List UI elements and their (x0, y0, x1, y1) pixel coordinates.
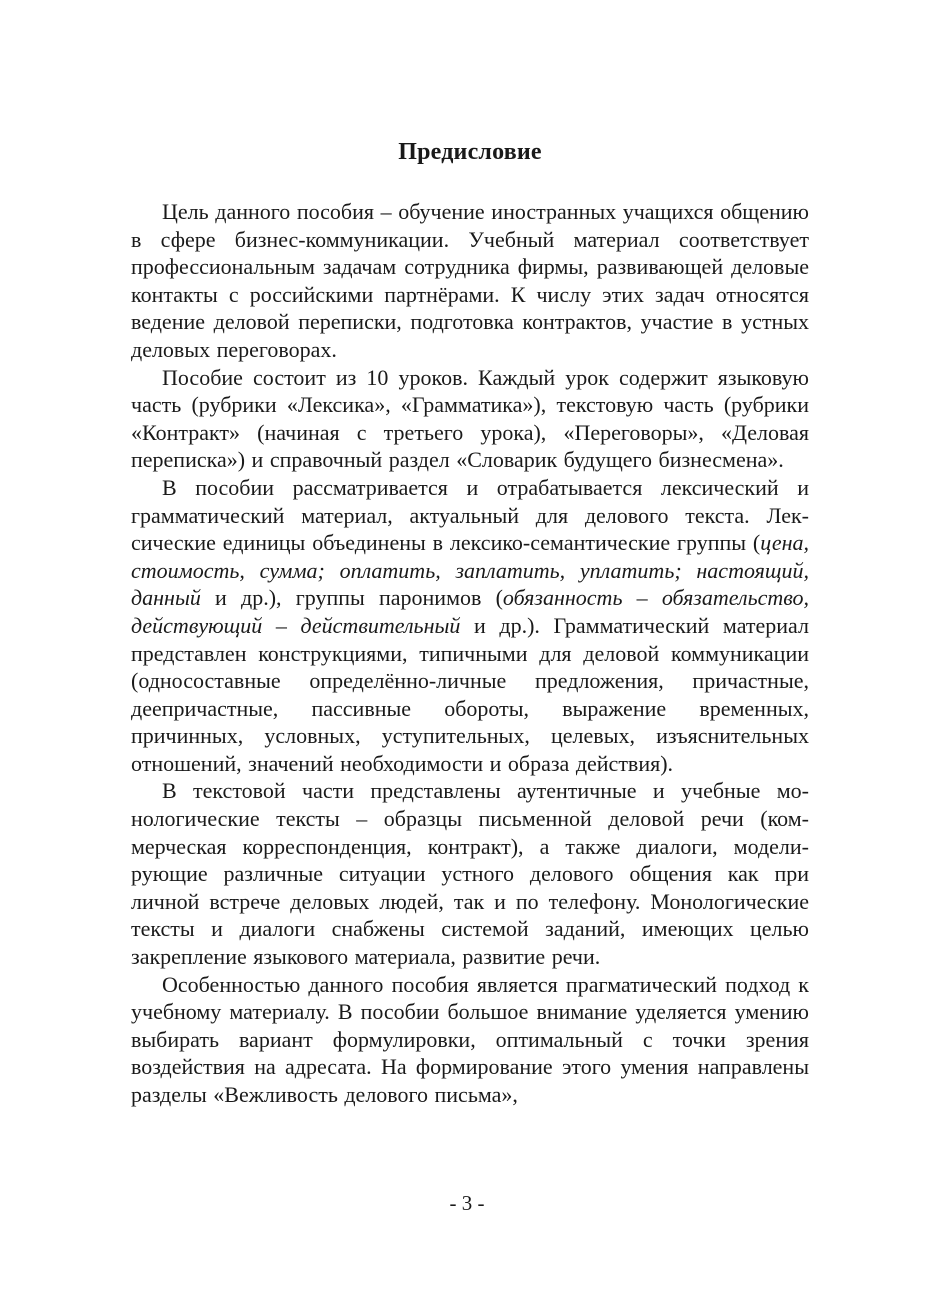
text-run: и др.). Грамматический материал представлен конструкциями, типичными для деловой коммуникации (односоставные определённо-личные предложения, причастные, деепричастные, пассивные обороты, выражение временных, причинных, условных, уступительных, целевых, изъяснительных отношений, значений необходимости и образа действия). (131, 612, 809, 776)
paragraph (131, 198, 809, 364)
text-run: Цель данного пособия – обучение иностранных учащихся общению в сфере бизнес-коммуникации. Учебный материал соответствует профессиональным задачам сотрудника фирмы, развивающей деловые контакты с российскими партнёрами. К числу этих задач относятся ведение деловой переписки, подготовка контрактов, участие в устных деловых переговорах. (131, 199, 809, 362)
page-number: - 3 - (449, 1191, 485, 1215)
page-title: Предисловие (398, 139, 542, 165)
paragraph (131, 971, 809, 1109)
text-run: В текстовой части представлены аутентичные и учебные монологические тексты – образцы письменной деловой речи (коммерческая корреспонденция, контракт), а также диалоги, моделирующие различные ситуации устного делового общения как при личной встрече деловых людей, так и по телефону. Монологические тексты и диалоги снабжены системой заданий, имеющих целью закрепление языкового материала, развитие речи. (131, 778, 809, 970)
text-run: Особенностью данного пособия является прагматический подход к учебному материалу. В пособии большое внимание уделяется умению выбирать вариант формулировки, оптимальный с точки зрения воздействия на адресата. На формирование этого умения направлены разделы «Вежливость делового письма», (131, 971, 809, 1107)
italic-text-run: цена, стоимость, сумма; оплатить, заплатить, уплатить; настоящий, данный (131, 530, 809, 611)
paragraph (131, 364, 809, 474)
paragraphs (131, 198, 809, 1109)
paragraph (131, 777, 809, 970)
italic-text-run: обязанность – обязательство, действующий – действительный (131, 585, 810, 638)
text-block (131, 138, 809, 1109)
paragraph (131, 474, 809, 778)
text-run: В пособии рассматривается и отрабатывается лексический и грамматический материал, актуальный для делового текста. Лексические единицы объединены в лексико-семантические группы ( (131, 474, 809, 556)
text-run: и др.), группы паронимов ( (200, 585, 503, 611)
text-run: Пособие состоит из 10 уроков. Каждый урок содержит языковую часть (рубрики «Лексика», «Грамматика»), текстовую часть (рубрики «Контракт» (начиная с третьего урока), «Переговоры», «Деловая переписка») и справочный раздел «Словарик будущего бизнесмена». (131, 364, 809, 473)
